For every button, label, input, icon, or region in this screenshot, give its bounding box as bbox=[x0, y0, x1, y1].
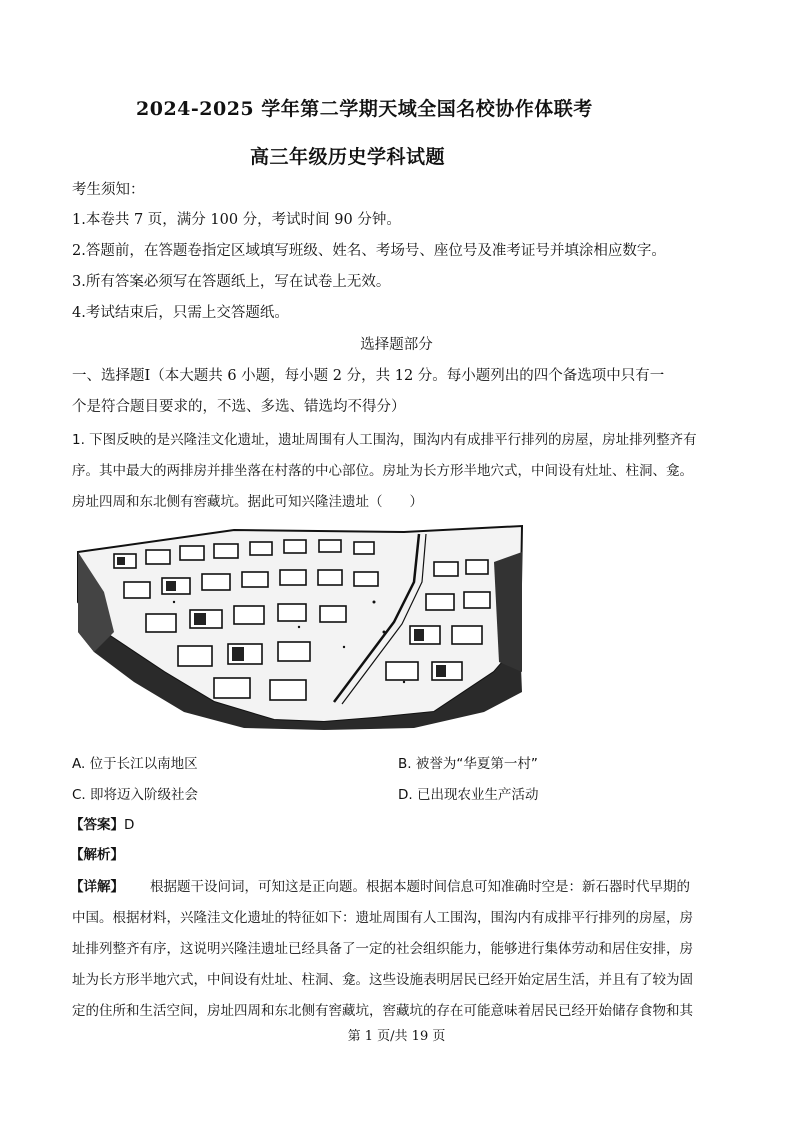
question-stem: 1. 下图反映的是兴隆洼文化遗址，遗址周围有人工围沟，围沟内有成排平行排列的房屋，房址排列整齐有 bbox=[72, 432, 697, 448]
exam-title: 2024-2025 学年第二学期天域全国名校协作体联考 bbox=[136, 98, 593, 120]
notice-item: 4.考试结束后，只需上交答题纸。 bbox=[72, 305, 289, 321]
detail-line: 址排列整齐有序，这说明兴隆洼遗址已经具备了一定的社会组织能力，能够进行集体劳动和居住安排，房 bbox=[72, 941, 693, 957]
section-intro: 个是符合题目要求的，不选、多选、错选均不得分） bbox=[72, 399, 406, 415]
exam-subtitle: 高三年级历史学科试题 bbox=[250, 146, 446, 168]
notice-item: 2.答题前，在答题卷指定区域填写班级、姓名、考场号、座位号及准考证号并填涂相应数字。 bbox=[72, 243, 666, 259]
detail-line: 址为长方形半地穴式，中间设有灶址、柱洞、龛。这些设施表明居民已经开始定居生活，并且有了较为固 bbox=[72, 972, 693, 988]
detail-line: 定的住所和生活空间，房址四周和东北侧有窖藏坑，窖藏坑的存在可能意味着居民已经开始储存食物和其 bbox=[72, 1003, 693, 1019]
section-title: 选择题部分 bbox=[360, 337, 433, 353]
xinglongwa-site-drawing bbox=[74, 522, 526, 732]
notice-item: 1.本卷共 7 页，满分 100 分，考试时间 90 分钟。 bbox=[72, 212, 401, 228]
site-illustration bbox=[74, 522, 526, 732]
detail-text: 根据题干设问词，可知这是正向题。根据本题时间信息可知准确时空是：新石器时代早期的 bbox=[150, 879, 690, 895]
option-b[interactable]: B. 被誉为“华夏第一村” bbox=[398, 756, 538, 772]
page-number: 第 1 页/共 19 页 bbox=[347, 1029, 446, 1044]
answer-line bbox=[70, 815, 730, 835]
notice-heading: 考生须知： bbox=[72, 182, 145, 198]
question-stem: 房址四周和东北侧有窖藏坑。据此可知兴隆洼遗址（ ） bbox=[72, 494, 423, 510]
option-c[interactable]: C. 即将迈入阶级社会 bbox=[72, 787, 199, 803]
option-a[interactable]: A. 位于长江以南地区 bbox=[72, 756, 198, 772]
detail-label: 【详解】 bbox=[70, 879, 124, 895]
answer-value: D bbox=[124, 817, 135, 833]
question-stem: 序。其中最大的两排房并排坐落在村落的中心部位。房址为长方形半地穴式，中间设有灶址、柱洞、龛。 bbox=[72, 463, 693, 479]
analysis-label: 【解析】 bbox=[70, 847, 124, 863]
detail-line bbox=[70, 877, 730, 897]
option-d[interactable]: D. 已出现农业生产活动 bbox=[398, 787, 539, 803]
notice-item: 3.所有答案必须写在答题纸上，写在试卷上无效。 bbox=[72, 274, 391, 290]
section-intro: 一、选择题Ⅰ（本大题共 6 小题，每小题 2 分，共 12 分。每小题列出的四个备选项中只有一 bbox=[72, 368, 665, 384]
answer-label: 【答案】 bbox=[70, 817, 124, 833]
detail-line: 中国。根据材料，兴隆洼文化遗址的特征如下：遗址周围有人工围沟，围沟内有成排平行排列的房屋，房 bbox=[72, 910, 693, 926]
